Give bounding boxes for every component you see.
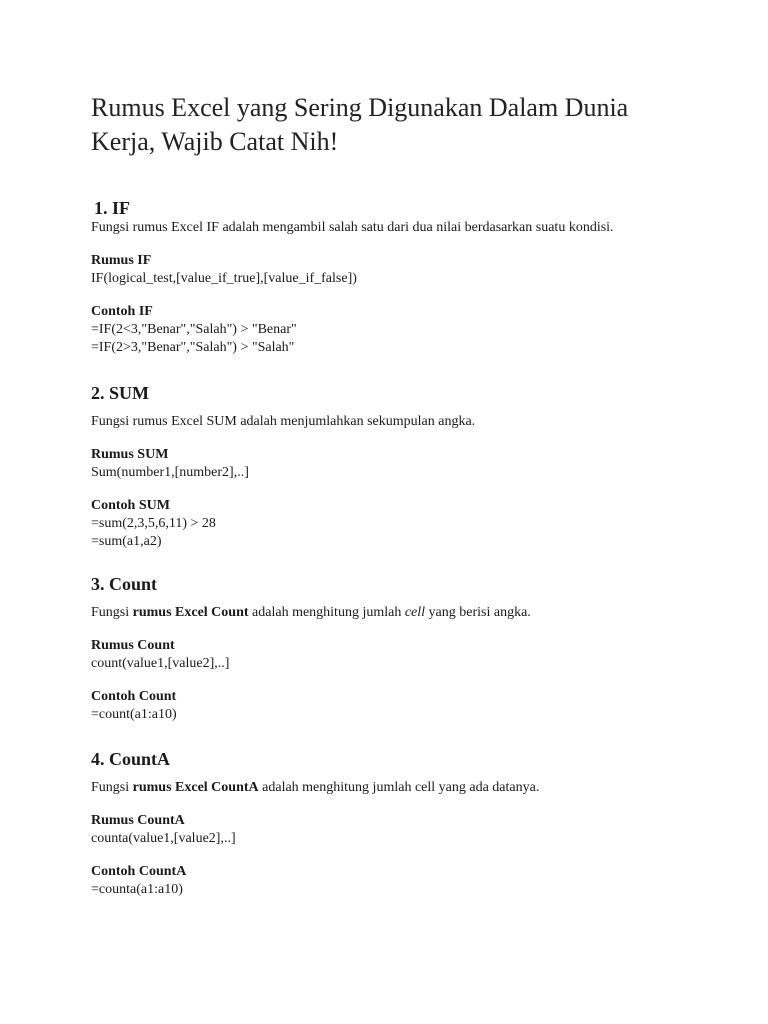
code-line: count(value1,[value2],..] — [91, 656, 230, 671]
intro-text: Fungsi rumus Excel IF adalah mengambil salah satu dari dua nilai berdasarkan suatu kondisi. — [91, 220, 614, 235]
intro-emphasis: rumus Excel Count — [132, 605, 249, 620]
section-heading: 2. SUM — [91, 383, 149, 403]
intro-text: adalah menghitung jumlah — [248, 605, 405, 620]
formula-lines — [91, 655, 711, 673]
formula-label: Rumus IF — [91, 253, 152, 268]
code-line: =sum(2,3,5,6,11) > 28 — [91, 516, 216, 531]
formula-label: Rumus SUM — [91, 447, 169, 462]
example-lines — [91, 321, 711, 357]
code-line: =sum(a1,a2) — [91, 534, 162, 549]
code-line: =IF(2>3,"Benar","Salah") > "Salah" — [91, 340, 295, 355]
code-line: =IF(2<3,"Benar","Salah") > "Benar" — [91, 322, 297, 337]
example-label: Contoh Count — [91, 689, 177, 704]
formula-label: Rumus Count — [91, 638, 175, 653]
section-sum — [91, 382, 711, 551]
example-lines — [91, 881, 711, 899]
section-intro — [91, 219, 711, 237]
code-line: IF(logical_test,[value_if_true],[value_if_false]) — [91, 271, 357, 286]
section-intro — [91, 604, 711, 622]
example-label: Contoh SUM — [91, 498, 170, 513]
code-line: Sum(number1,[number2],..] — [91, 465, 249, 480]
code-line: =count(a1:a10) — [91, 707, 177, 722]
section-heading: 4. CountA — [91, 749, 171, 769]
intro-text: Fungsi rumus Excel SUM adalah menjumlahkan sekumpulan angka. — [91, 414, 476, 429]
formula-label: Rumus CountA — [91, 813, 185, 828]
example-label: Contoh CountA — [91, 864, 187, 879]
intro-text: adalah menghitung jumlah cell yang ada datanya. — [258, 780, 540, 795]
document-title: Rumus Excel yang Sering Digunakan Dalam Dunia Kerja, Wajib Catat Nih! — [91, 93, 629, 156]
intro-italic: cell — [404, 605, 426, 620]
section-heading: 1. IF — [94, 198, 130, 218]
code-line: counta(value1,[value2],..] — [91, 831, 236, 846]
section-count — [91, 573, 711, 724]
intro-text: yang berisi angka. — [425, 605, 531, 620]
formula-lines — [91, 464, 711, 482]
example-lines — [91, 515, 711, 551]
intro-text: Fungsi — [91, 605, 133, 620]
code-line: =counta(a1:a10) — [91, 882, 183, 897]
formula-lines — [91, 830, 711, 848]
section-intro — [91, 779, 711, 797]
intro-emphasis: rumus Excel CountA — [132, 780, 259, 795]
example-lines — [91, 706, 711, 724]
section-counta — [91, 748, 711, 899]
section-intro — [91, 413, 711, 431]
section-if — [91, 197, 711, 357]
section-heading: 3. Count — [91, 574, 158, 594]
example-label: Contoh IF — [91, 304, 153, 319]
formula-lines — [91, 270, 711, 288]
intro-text: Fungsi — [91, 780, 133, 795]
